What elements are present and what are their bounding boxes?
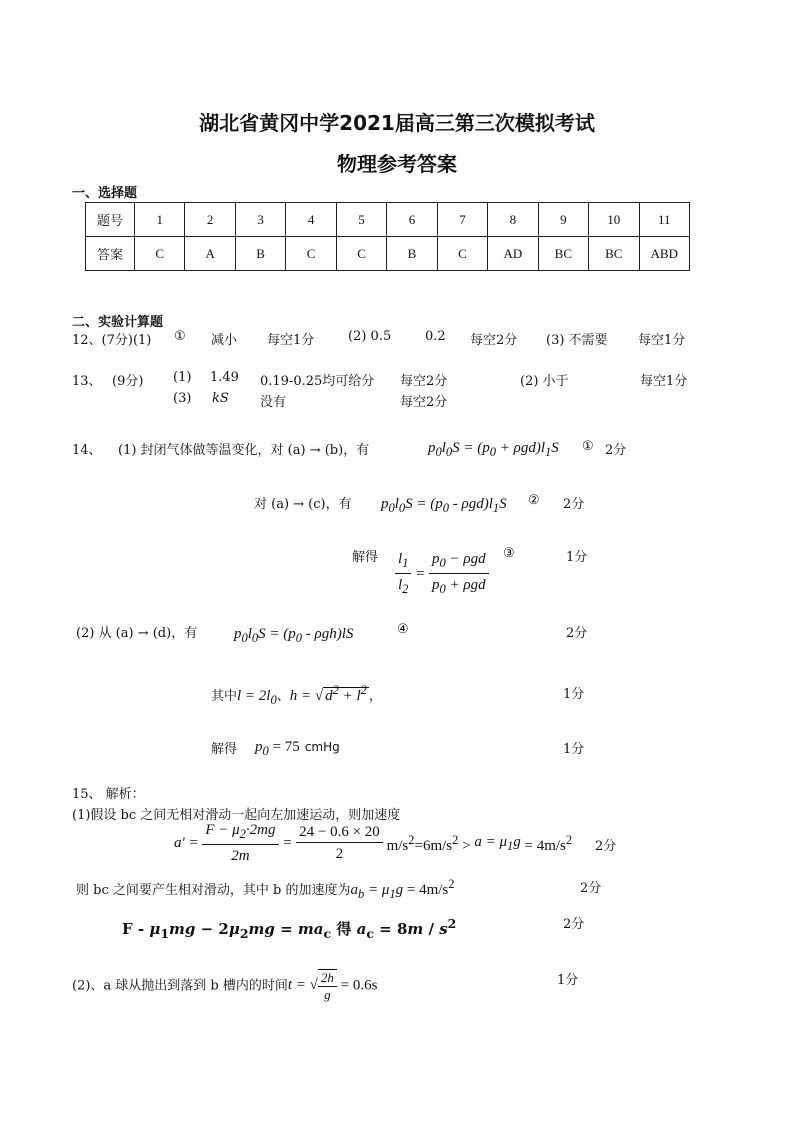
- q14-line-5-prefix: 其中: [211, 689, 238, 704]
- q14-eq1-mark: ①: [582, 439, 594, 454]
- q15-line-2: 则 bc 之间要产生相对滑动，其中 b 的加速度为$a_b = \mu_1g = 4m/s^2$: [76, 877, 455, 901]
- q14-line-5-end: ，: [368, 689, 382, 704]
- question-number: 8: [488, 203, 538, 237]
- q15-line-4-text: (2)、a 球从抛出到落到 b 槽内的时间: [72, 978, 288, 994]
- answer-cell: B: [235, 237, 285, 271]
- q13-value-1b: 0.19-0.25均可给分: [260, 374, 375, 389]
- q12-answer-1: 减小: [211, 333, 238, 348]
- q12-score-2: 每空2分: [470, 333, 518, 348]
- row-header-question: 题号: [86, 203, 135, 237]
- q15-eq4-score: 1分: [557, 973, 579, 988]
- q15-equation-1: a' = $\frac{F - \mu_2\cdot 2mg}{2m}$ = $\frac{24 - 0.6 \times 20}{2}$ $m/s^2=6m/s^2 > a = \mu_1g = 4m/s^2$: [174, 822, 573, 864]
- q15-eq1-score: 2分: [595, 839, 617, 854]
- q15-equation-3: $F - \mu_1mg - 2\mu_2mg = ma_c$ 得 $a_c = 8m / s^2$: [122, 916, 457, 941]
- q14-eq2-score: 2分: [563, 497, 585, 512]
- q15-label: 15、 解析：: [72, 787, 145, 802]
- q15-equation-4: t = √ $\frac{2h}{g}$: [288, 977, 337, 993]
- q12-label: 12、(7分)(1): [72, 333, 152, 348]
- q12-value-2: 0.2: [425, 329, 446, 344]
- page-title: 湖北省黄冈中学2021届高三第三次模拟考试: [199, 111, 595, 135]
- q14-result-value: 75: [284, 739, 300, 755]
- question-number: 1: [135, 203, 185, 237]
- q14-equation-2: $p_0l_0S = (p_0 - \rho gd)l_1S$: [381, 496, 507, 515]
- q12-circle-mark: ①: [174, 329, 186, 344]
- answer-cell: AD: [488, 237, 538, 271]
- q14-eq5-score: 1分: [563, 687, 585, 702]
- q13-value-1: 1.49: [210, 370, 239, 385]
- q12-score-1: 每空1分: [267, 333, 315, 348]
- q13-score-3: 每空2分: [400, 395, 448, 410]
- q14-eq3-mark: ③: [503, 546, 515, 561]
- q13-score-1: 每空2分: [400, 374, 448, 389]
- q15-line-1: (1)假设 bc 之间无相对滑动一起向左加速运动，则加速度: [72, 808, 401, 823]
- page-subtitle: 物理参考答案: [337, 152, 457, 176]
- question-number: 9: [538, 203, 588, 237]
- answer-cell: B: [387, 237, 437, 271]
- answer-table: [85, 202, 690, 271]
- q14-equation-5a: $l = 2l_0$: [237, 688, 277, 707]
- question-number: 6: [387, 203, 437, 237]
- q14-eq4-mark: ④: [397, 622, 409, 637]
- q14-equation-3: $\frac{l_1}{l_2}$ = $\frac{p_0 - \rho gd}{p_0 + \rho gd}$: [395, 549, 489, 600]
- q15-eq2-score: 2分: [580, 881, 602, 896]
- q14-line-3: 解得: [352, 550, 379, 565]
- answer-cell: A: [185, 237, 235, 271]
- question-number: 7: [437, 203, 487, 237]
- q14-equation-6: $p_0 = 75$ cmHg: [255, 739, 340, 758]
- q13-score-total: (9分): [112, 374, 144, 389]
- q14-eq6-score: 1分: [563, 742, 585, 757]
- q15-equation-2: $a_b = \mu_1g$: [350, 882, 404, 901]
- answer-cell: C: [286, 237, 336, 271]
- table-row: [86, 237, 690, 271]
- q14-line-5: [211, 683, 382, 708]
- section-heading-experiment: 二、实验计算题: [72, 315, 164, 330]
- answer-cell: BC: [538, 237, 588, 271]
- question-number: 11: [639, 203, 689, 237]
- answer-cell: C: [437, 237, 487, 271]
- q14-label: 14、: [72, 443, 102, 458]
- question-number: 10: [589, 203, 639, 237]
- q14-result-unit: cmHg: [304, 740, 340, 754]
- q14-line-4: (2) 从 (a) → (d)，有: [76, 626, 198, 641]
- q14-eq2-mark: ②: [528, 493, 540, 508]
- q13-part-1: (1): [173, 370, 192, 385]
- question-number: 5: [336, 203, 386, 237]
- q14-equation-5b: h = √ $d^2 + l^2$: [289, 683, 367, 704]
- q15-line-4: (2)、a 球从抛出到落到 b 槽内的时间t = √ $\frac{2h}{g}$ = 0.6s: [72, 970, 378, 1002]
- question-number: 3: [235, 203, 285, 237]
- q13-score-2: 每空1分: [640, 374, 688, 389]
- q15-eq3-score: 2分: [563, 917, 585, 932]
- q12-part-2: (2) 0.5: [348, 329, 392, 344]
- q12-part-3: (3) 不需要: [546, 333, 608, 348]
- q13-part-2: (2) 小于: [520, 374, 569, 389]
- section-heading-choice: 一、选择题: [72, 186, 138, 201]
- q14-equation-4: $p_0l_0S = (p_0 - \rho gh)lS$: [234, 626, 354, 645]
- answer-cell: C: [336, 237, 386, 271]
- q13-value-3b: 没有: [260, 395, 287, 410]
- answer-cell: BC: [589, 237, 639, 271]
- q14-line-5-sep: 、: [276, 689, 290, 704]
- q13-value-3: kS: [212, 391, 229, 406]
- q13-label: 13、: [72, 374, 102, 389]
- q12-score-3: 每空1分: [638, 333, 686, 348]
- table-row: [86, 203, 690, 237]
- answer-cell: ABD: [639, 237, 689, 271]
- q14-eq3-score: 1分: [566, 550, 588, 565]
- question-number: 2: [185, 203, 235, 237]
- q14-equation-1: $p_0l_0S = (p_0 + \rho gd)l_1S$: [428, 440, 559, 459]
- q14-eq4-score: 2分: [566, 626, 588, 641]
- answer-cell: C: [135, 237, 185, 271]
- q14-line-6: 解得: [211, 742, 238, 757]
- q14-line-2: 对 (a) → (c)，有: [254, 497, 352, 512]
- q15-line-2-text: 则 bc 之间要产生相对滑动，其中 b 的加速度为: [76, 883, 351, 898]
- q13-part-3: (3): [173, 391, 192, 406]
- row-header-answer: 答案: [86, 237, 135, 271]
- q14-line-1: (1) 封闭气体做等温变化，对 (a) → (b)，有: [118, 443, 370, 458]
- q14-eq1-score: 2分: [605, 443, 627, 458]
- question-number: 4: [286, 203, 336, 237]
